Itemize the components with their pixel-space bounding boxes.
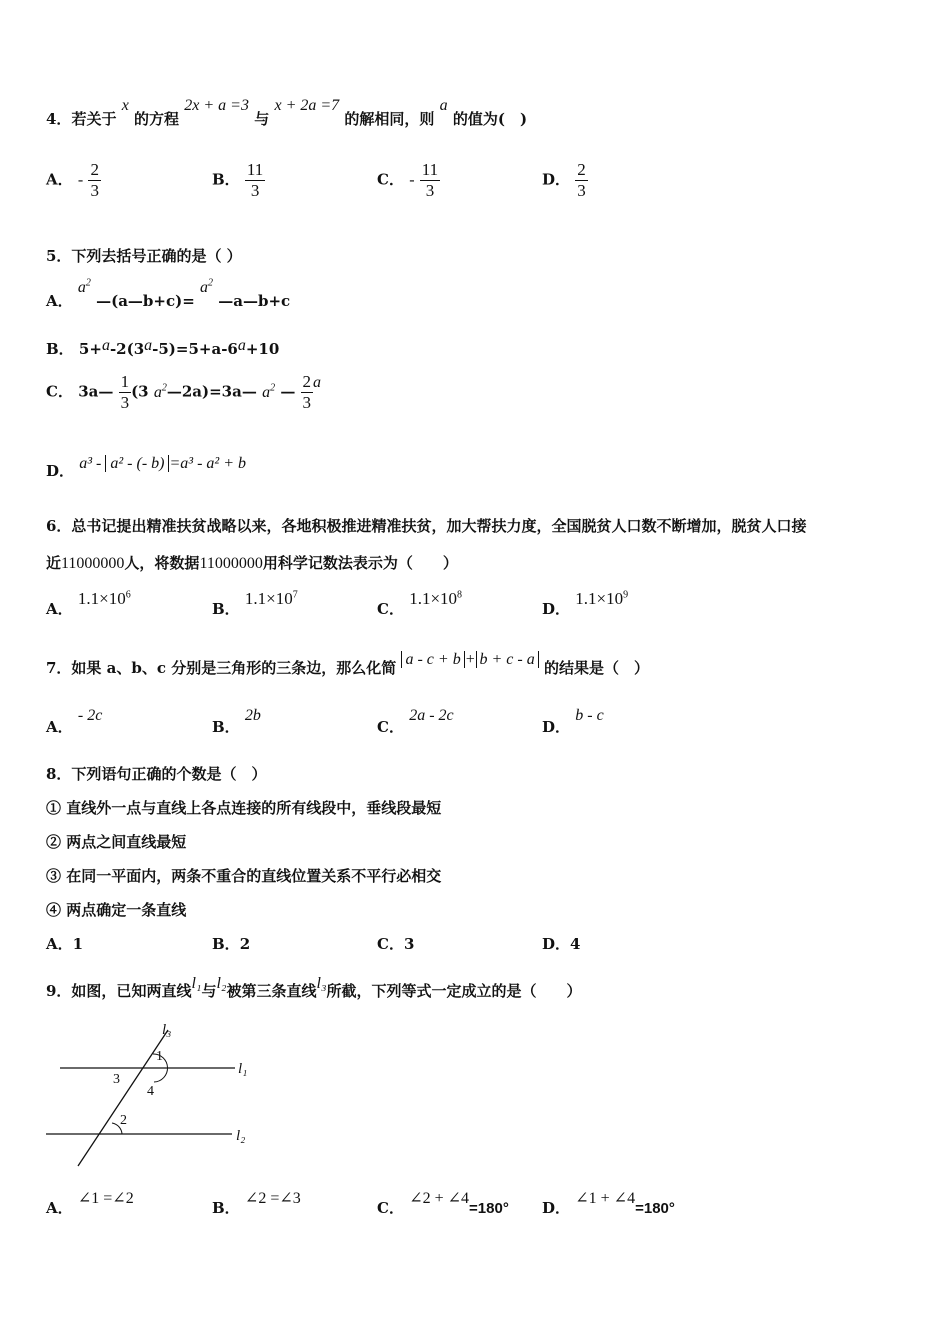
- q8-statement-4: ④ 两点确定一条直线: [46, 901, 187, 919]
- fraction-denominator: 3: [302, 393, 312, 412]
- exponent: 2: [161, 382, 167, 394]
- question-4-stem: [46, 97, 528, 129]
- q5-c-term: [262, 384, 275, 401]
- q8-option-b[interactable]: [212, 933, 250, 954]
- q5-c-text: (3: [131, 382, 149, 401]
- q9-line-l1: l₁: [191, 975, 202, 992]
- q8-option-a-label: A．: [46, 935, 73, 953]
- q9-option-d-label: D．: [542, 1199, 571, 1217]
- q7-option-d-label: D．: [542, 718, 571, 736]
- q5-c-fraction-1: [119, 372, 132, 413]
- q4-option-b-fraction: [245, 160, 265, 201]
- angle-label-4: 4: [147, 1084, 154, 1099]
- q5-d-expression: [79, 455, 246, 472]
- q7-option-b-label: B．: [212, 718, 240, 736]
- question-9-stem: [46, 975, 582, 1001]
- fraction-denominator: 3: [90, 181, 99, 200]
- q6-number: 11000000: [61, 555, 125, 572]
- q8-option-d-label: D．: [542, 935, 571, 953]
- q4-option-d-fraction: [575, 160, 588, 201]
- q9-option-a[interactable]: [46, 1190, 134, 1218]
- q8-option-c-value: 3: [403, 935, 415, 953]
- q5-c-text: —: [280, 382, 296, 401]
- question-5-stem: 5．下列去括号正确的是（ ）: [46, 247, 242, 265]
- q4-text-1: 若关于: [71, 110, 117, 128]
- q4-option-c-label: C．: [377, 170, 404, 189]
- q4-option-c-sign: -: [409, 171, 415, 189]
- sci-base: 1.1×10: [409, 589, 458, 608]
- var-a: a: [237, 337, 246, 354]
- sci-base: 1.1×10: [77, 589, 126, 608]
- q6-option-b-value: [245, 589, 298, 608]
- q4-option-a[interactable]: [46, 160, 101, 201]
- q7-text-2: 的结果是（ ）: [543, 659, 649, 677]
- q6-text: 人，将数据: [124, 554, 200, 572]
- label-l2: l₂: [236, 1128, 246, 1144]
- q7-option-d-expr: b - c: [575, 707, 604, 724]
- q4-option-d[interactable]: [542, 160, 588, 201]
- q7-text-1: 7．如果 a、b、c 分别是三角形的三条边，那么化简: [46, 659, 397, 677]
- q5-a-text-2: —(a—b+c)=: [96, 292, 195, 310]
- q4-text-5: 的值为( ): [452, 110, 528, 128]
- q9-option-d-suffix: =180°: [635, 1200, 675, 1217]
- q6-text: 近: [46, 554, 62, 572]
- var-a: a: [313, 373, 322, 391]
- q9-option-d[interactable]: [542, 1190, 675, 1218]
- q8-option-d-value: 4: [570, 935, 581, 953]
- q4-equation-1: 2x + a =3: [184, 97, 249, 114]
- q6-number: 11000000: [199, 555, 263, 572]
- question-8-stem: 8．下列语句正确的个数是（ ）: [46, 765, 267, 783]
- sci-exponent: 7: [292, 589, 298, 601]
- fraction-denominator: 3: [120, 393, 130, 412]
- q9-line-l2: l₂: [216, 975, 227, 992]
- q4-var-x: x: [121, 97, 129, 114]
- q4-text-3: 与: [254, 110, 270, 128]
- q5-option-d[interactable]: [46, 455, 246, 481]
- fraction-denominator: 3: [425, 181, 435, 200]
- q9-option-b-label: B．: [212, 1199, 240, 1217]
- q4-var-a: a: [439, 97, 448, 114]
- q5-option-c[interactable]: [46, 372, 321, 413]
- angle-label-3: 3: [113, 1072, 120, 1087]
- q9-option-c[interactable]: [377, 1190, 509, 1218]
- var-a: a: [262, 383, 271, 401]
- var-a: a: [200, 279, 209, 296]
- q6-option-d-value: [575, 589, 628, 608]
- q7-option-a-label: A．: [46, 718, 73, 736]
- line-l3: [78, 1030, 168, 1166]
- q5-option-d-label: D．: [46, 462, 75, 480]
- q9-option-d-expr: ∠1 + ∠4: [575, 1190, 636, 1207]
- question-6-line-1: 6．总书记提出精准扶贫战略以来，各地积极推进精准扶贫，加大帮扶力度，全国脱贫人口数不断增加，脱贫人口接: [46, 517, 807, 535]
- fraction-denominator: 3: [250, 181, 260, 200]
- question-7-stem: [46, 651, 649, 678]
- q5-option-a[interactable]: [46, 277, 291, 311]
- var-a: a: [101, 337, 110, 354]
- q7-option-d[interactable]: [542, 707, 604, 737]
- q5-d-part-2: a² - (- b): [110, 455, 165, 472]
- q7-plus: +: [464, 651, 476, 668]
- q6-option-b-label: B．: [212, 600, 240, 618]
- q7-option-b[interactable]: [212, 707, 261, 737]
- q9-option-c-suffix: =180°: [469, 1200, 509, 1217]
- q5-option-b-label: B．: [46, 340, 74, 358]
- q8-option-a-value: 1: [72, 935, 84, 953]
- q7-abs-1: a - c + b: [401, 651, 464, 668]
- q5-a-text-4: —a—b+c: [218, 292, 291, 310]
- q8-option-d[interactable]: [542, 933, 580, 954]
- q6-option-a-value: [78, 589, 131, 608]
- q4-equation-2: x + 2a =7: [274, 97, 340, 114]
- q7-option-c[interactable]: [377, 707, 454, 737]
- exponent: 2: [208, 277, 214, 289]
- q5-a-term1: [78, 279, 91, 296]
- q8-statement-1: ① 直线外一点与直线上各点连接的所有线段中，垂线段最短: [46, 799, 442, 817]
- exponent: 2: [85, 277, 91, 289]
- q5-option-c-label: C．: [46, 382, 73, 401]
- label-l3: l₃: [162, 1022, 172, 1038]
- q7-option-c-label: C．: [377, 718, 404, 736]
- q5-c-text: 3a—: [78, 382, 114, 401]
- q9-option-a-label: A．: [46, 1199, 73, 1217]
- angle-label-1: 1: [156, 1049, 163, 1064]
- q5-c-term: [154, 384, 167, 401]
- var-a: a: [77, 279, 86, 296]
- angle-label-2: 2: [120, 1113, 127, 1128]
- q5-option-a-label: A．: [46, 292, 73, 310]
- q8-option-b-value: 2: [239, 935, 251, 953]
- q4-option-a-sign: -: [77, 171, 84, 189]
- q5-d-bracket: [105, 455, 169, 472]
- q6-option-a[interactable]: [46, 589, 131, 619]
- fraction-numerator: 1: [120, 372, 130, 391]
- fraction-numerator: 11: [421, 160, 439, 179]
- exponent: 2: [270, 382, 276, 394]
- fraction-numerator: 11: [246, 160, 264, 179]
- fraction-numerator: 2: [577, 160, 586, 179]
- q6-option-c[interactable]: [377, 589, 463, 619]
- q9-text: 被第三条直线: [226, 982, 317, 1000]
- fraction-numerator: 2: [302, 372, 312, 391]
- q8-option-a[interactable]: [46, 933, 83, 954]
- q8-statement-2: ② 两点之间直线最短: [46, 833, 187, 851]
- q6-option-c-value: [409, 589, 462, 608]
- q7-option-b-expr: 2b: [244, 707, 261, 724]
- q5-b-text: 5+: [78, 340, 102, 358]
- q9-option-c-expr: ∠2 + ∠4: [409, 1190, 470, 1207]
- q5-d-part-1: a³ -: [79, 455, 106, 472]
- q8-statement-3: ③ 在同一平面内，两条不重合的直线位置关系不平行必相交: [46, 867, 442, 885]
- q5-d-part-3: =a³ - a² + b: [169, 455, 246, 472]
- q7-absolute-expression: [401, 651, 538, 668]
- sci-exponent: 8: [457, 589, 463, 601]
- q6-option-b[interactable]: [212, 589, 298, 619]
- q9-text: 所截，下列等式一定成立的是（ ）: [326, 982, 582, 1000]
- q8-option-c-label: C．: [377, 935, 404, 953]
- q4-option-c[interactable]: [377, 160, 440, 201]
- q7-abs-2: b + c - a: [476, 651, 539, 668]
- q8-option-b-label: B．: [212, 935, 240, 953]
- q4-option-a-label: A．: [46, 170, 73, 189]
- sci-base: 1.1×10: [575, 589, 624, 608]
- question-6-line-2: [46, 552, 458, 573]
- q6-option-d-label: D．: [542, 600, 571, 618]
- q5-b-text: -5)=5+a-6: [152, 340, 238, 358]
- q5-c-text: —2a)=3a—: [166, 382, 257, 401]
- q9-option-c-label: C．: [377, 1199, 404, 1217]
- q5-a-term3: [200, 279, 213, 296]
- q4-option-d-label: D．: [542, 170, 571, 189]
- q7-option-a[interactable]: [46, 707, 103, 737]
- q7-option-c-expr: 2a - 2c: [409, 707, 454, 724]
- q9-line-l3: l₃: [316, 975, 327, 992]
- var-a: a: [144, 337, 153, 354]
- q9-option-b[interactable]: [212, 1190, 301, 1218]
- sci-exponent: 6: [125, 589, 131, 601]
- label-l1: l₁: [238, 1061, 248, 1077]
- fraction-numerator: 2: [90, 160, 99, 179]
- q6-option-d[interactable]: [542, 589, 629, 619]
- q5-c-fraction-2: [301, 372, 314, 413]
- q4-option-b-label: B．: [212, 170, 240, 189]
- sci-exponent: 9: [623, 589, 629, 601]
- q5-b-text: +10: [245, 340, 280, 358]
- q9-option-a-expr: ∠1 =∠2: [77, 1190, 134, 1207]
- q9-figure: [40, 1020, 280, 1180]
- q5-b-text: -2(3: [109, 340, 145, 358]
- q5-option-b[interactable]: [46, 338, 279, 359]
- q9-option-b-expr: ∠2 =∠3: [244, 1190, 301, 1207]
- q6-text: 用科学记数法表示为（ ）: [262, 554, 458, 572]
- q8-option-c[interactable]: [377, 933, 414, 954]
- q4-option-b[interactable]: [212, 160, 265, 201]
- var-a: a: [153, 383, 162, 401]
- q6-option-c-label: C．: [377, 600, 404, 618]
- q9-text: 与: [201, 982, 217, 1000]
- q9-text: 9．如图，已知两直线: [46, 982, 192, 1000]
- fraction-denominator: 3: [577, 181, 586, 200]
- q4-text-4: 的解相同，则: [344, 110, 435, 128]
- q4-number: 4．: [46, 110, 72, 128]
- q7-option-a-expr: - 2c: [77, 707, 103, 724]
- q4-option-c-fraction: [420, 160, 440, 201]
- q6-option-a-label: A．: [46, 600, 73, 618]
- q4-option-a-fraction: [88, 160, 101, 201]
- q4-text-2: 的方程: [134, 110, 180, 128]
- sci-base: 1.1×10: [244, 589, 293, 608]
